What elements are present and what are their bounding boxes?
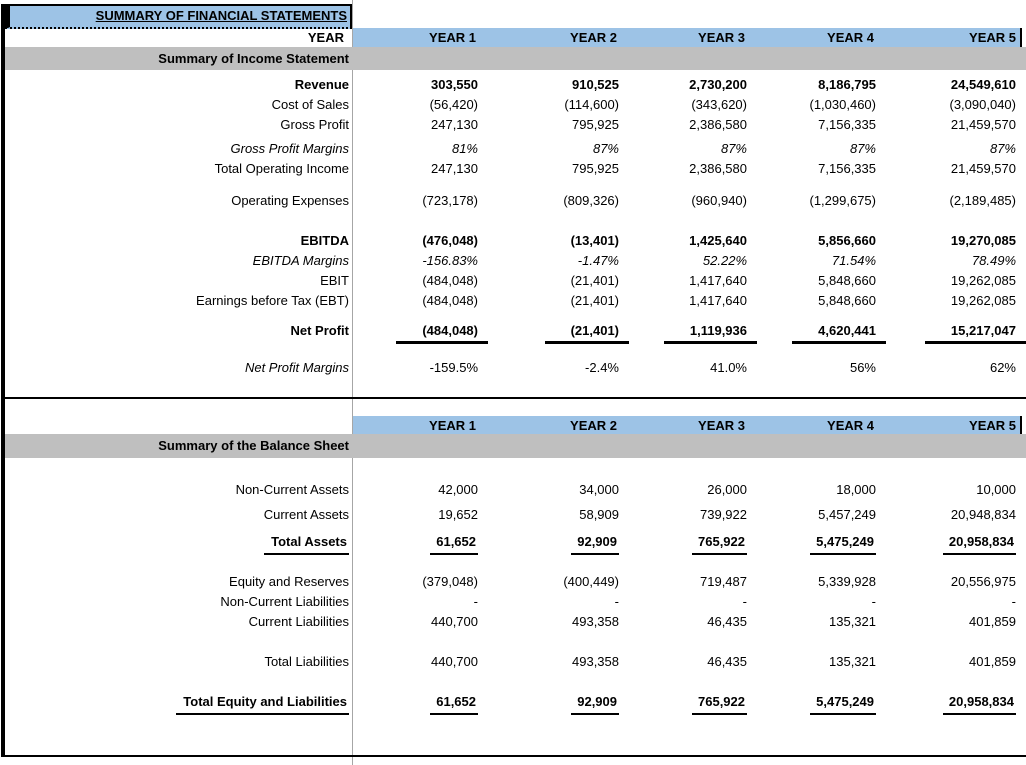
cell-value-year3[interactable]: 765,922 — [629, 692, 757, 712]
cell-value-year5[interactable]: 20,958,834 — [886, 532, 1026, 552]
cell-value-year2[interactable]: -2.4% — [585, 360, 619, 375]
cell-value-year4[interactable]: 18,000 — [836, 482, 876, 497]
cell-value-year1[interactable]: - — [473, 594, 478, 609]
row-label[interactable]: Gross Profit — [280, 117, 349, 132]
cell-value-year5[interactable]: 21,459,570 — [950, 161, 1016, 176]
cell-value-year5[interactable]: 401,859 — [969, 654, 1016, 669]
balance-sheet-rows — [5, 480, 1026, 712]
year-axis-label[interactable]: YEAR — [307, 30, 344, 45]
table-row — [5, 612, 1026, 632]
cell-value-year2[interactable]: (114,600) — [564, 97, 619, 112]
row-label[interactable]: Current Liabilities — [248, 614, 349, 629]
cell-value-year1[interactable]: (379,048) — [422, 574, 478, 589]
cell-value-year2[interactable]: 58,909 — [579, 507, 619, 522]
row-label[interactable]: Total Assets — [5, 532, 353, 552]
income-section-label[interactable]: Summary of Income Statement — [158, 51, 349, 66]
cell-value-year2[interactable]: (400,449) — [563, 574, 619, 589]
cell-value-year2[interactable]: - — [614, 594, 619, 609]
cell-value-year2[interactable]: (809,326) — [563, 193, 619, 208]
table-row — [5, 692, 1026, 712]
income-statement-rows — [5, 75, 1026, 378]
row-label[interactable]: EBIT — [320, 273, 349, 288]
cell-value-year1[interactable]: 42,000 — [438, 482, 478, 497]
cell-value-year5[interactable]: 10,000 — [976, 482, 1016, 497]
cell-value-year4[interactable]: 5,475,249 — [757, 532, 886, 552]
year-header[interactable]: YEAR 4 — [827, 30, 874, 45]
cell-value-year2[interactable]: 493,358 — [572, 654, 619, 669]
cell-value-year3[interactable]: 719,487 — [700, 574, 747, 589]
cell-value-year4[interactable]: - — [871, 594, 876, 609]
income-section-band — [5, 47, 1026, 70]
cell-value-year3[interactable]: 739,922 — [700, 507, 747, 522]
cell-value-year5[interactable]: 20,948,834 — [950, 507, 1016, 522]
cell-value-year5[interactable]: 20,958,834 — [886, 692, 1026, 712]
cell-value-year3[interactable]: 2,386,580 — [689, 161, 747, 176]
cell-value-year1[interactable]: 81% — [451, 141, 478, 156]
cell-value-year3[interactable]: 87% — [720, 141, 747, 156]
cell-value-year3[interactable]: 46,435 — [707, 654, 747, 669]
cell-value-year1[interactable]: (476,048) — [422, 233, 478, 248]
cell-value-year3[interactable]: - — [742, 594, 747, 609]
year-header-band-balance — [353, 416, 1022, 434]
cell-value-year3[interactable]: 52.22% — [702, 253, 747, 268]
year-header[interactable]: YEAR 4 — [827, 418, 874, 433]
cell-value-year2[interactable]: (21,401) — [570, 293, 619, 308]
cell-value-year4[interactable]: 56% — [849, 360, 876, 375]
cell-value-year3[interactable]: (960,940) — [691, 193, 747, 208]
cell-value-year2[interactable]: (21,401) — [488, 321, 629, 341]
cell-value-year1[interactable]: 247,130 — [431, 117, 478, 132]
cell-value-year5[interactable]: 19,262,085 — [950, 273, 1016, 288]
table-row — [5, 652, 1026, 672]
table-row — [5, 592, 1026, 612]
cell-value-year5[interactable]: 78.49% — [971, 253, 1016, 268]
section-separator-line — [1, 397, 1026, 399]
cell-value-year2[interactable]: 910,525 — [572, 77, 619, 92]
row-label[interactable]: Revenue — [294, 77, 349, 92]
cell-value-year2[interactable]: 34,000 — [579, 482, 619, 497]
cell-value-year5[interactable]: 87% — [989, 141, 1016, 156]
cell-value-year4[interactable]: 5,856,660 — [818, 233, 876, 248]
cell-value-year1[interactable]: -159.5% — [429, 360, 478, 375]
cell-value-year1[interactable]: (484,048) — [422, 273, 478, 288]
year-header[interactable]: YEAR 3 — [698, 30, 745, 45]
row-label[interactable]: Equity and Reserves — [229, 574, 349, 589]
row-label[interactable]: EBITDA Margins — [252, 253, 349, 268]
cell-value-year5[interactable]: 401,859 — [969, 614, 1016, 629]
cell-value-year1[interactable]: (484,048) — [353, 321, 488, 341]
cell-value-year1[interactable]: 440,700 — [431, 654, 478, 669]
year-header[interactable]: YEAR 3 — [698, 418, 745, 433]
cell-value-year3[interactable]: 1,417,640 — [689, 293, 747, 308]
cell-value-year2[interactable]: 795,925 — [572, 117, 619, 132]
table-row — [5, 139, 1026, 159]
cell-value-year4[interactable]: 135,321 — [829, 614, 876, 629]
cell-value-year3[interactable]: 765,922 — [629, 532, 757, 552]
table-row — [5, 480, 1026, 500]
table-row — [5, 271, 1026, 291]
balance-section-band — [5, 434, 1026, 458]
cell-value-year2[interactable]: 795,925 — [572, 161, 619, 176]
cell-value-year3[interactable]: 41.0% — [710, 360, 747, 375]
row-label[interactable]: Earnings before Tax (EBT) — [196, 293, 349, 308]
cell-value-year4[interactable]: 5,475,249 — [757, 692, 886, 712]
cell-value-year3[interactable]: 2,386,580 — [689, 117, 747, 132]
table-row — [5, 572, 1026, 592]
cell-value-year5[interactable]: - — [1011, 594, 1016, 609]
row-label[interactable]: Operating Expenses — [231, 193, 349, 208]
cell-value-year1[interactable]: 19,652 — [438, 507, 478, 522]
cell-value-year2[interactable]: (13,401) — [570, 233, 619, 248]
cell-value-year5[interactable]: 24,549,610 — [950, 77, 1016, 92]
cell-value-year5[interactable]: (2,189,485) — [949, 193, 1016, 208]
cell-value-year1[interactable]: 440,700 — [431, 614, 478, 629]
cell-value-year4[interactable]: 4,620,441 — [757, 321, 886, 341]
cell-value-year4[interactable]: 87% — [849, 141, 876, 156]
row-label[interactable]: Gross Profit Margins — [230, 141, 349, 156]
cell-value-year2[interactable]: (21,401) — [570, 273, 619, 288]
cell-value-year1[interactable]: (56,420) — [429, 97, 478, 112]
cell-value-year3[interactable]: 1,119,936 — [629, 321, 757, 341]
cell-value-year3[interactable]: (343,620) — [691, 97, 747, 112]
cell-value-year5[interactable]: 21,459,570 — [950, 117, 1016, 132]
cell-value-year4[interactable]: 5,457,249 — [818, 507, 876, 522]
cell-value-year1[interactable]: 247,130 — [431, 161, 478, 176]
cell-value-year3[interactable]: 1,417,640 — [689, 273, 747, 288]
table-row — [5, 505, 1026, 525]
cell-value-year4[interactable]: (1,299,675) — [809, 193, 876, 208]
cell-value-year2[interactable]: 493,358 — [572, 614, 619, 629]
cell-value-year3[interactable]: 2,730,200 — [689, 77, 747, 92]
table-row — [5, 321, 1026, 341]
table-row — [5, 115, 1026, 135]
sheet-title: SUMMARY OF FINANCIAL STATEMENTS — [95, 8, 347, 23]
year-header[interactable]: YEAR 5 — [969, 30, 1016, 45]
cell-value-year5[interactable]: 19,270,085 — [950, 233, 1016, 248]
table-bottom-border — [1, 755, 1026, 757]
cell-value-year2[interactable]: 92,909 — [488, 692, 629, 712]
row-label[interactable]: Net Profit — [290, 323, 349, 338]
cell-value-year4[interactable]: (1,030,460) — [809, 97, 876, 112]
cell-value-year1[interactable]: (723,178) — [422, 193, 478, 208]
cell-value-year4[interactable]: 7,156,335 — [818, 117, 876, 132]
row-label[interactable]: Total Operating Income — [214, 161, 349, 176]
cell-value-year3[interactable]: 46,435 — [707, 614, 747, 629]
table-row — [5, 532, 1026, 552]
row-label[interactable]: Cost of Sales — [271, 97, 349, 112]
cell-value-year5[interactable]: 20,556,975 — [950, 574, 1016, 589]
year-header-band-income — [353, 28, 1022, 47]
cell-value-year2[interactable]: -1.47% — [577, 253, 619, 268]
table-row — [5, 159, 1026, 179]
cell-value-year4[interactable]: 135,321 — [829, 654, 876, 669]
cell-value-year4[interactable]: 5,339,928 — [818, 574, 876, 589]
year-header[interactable]: YEAR 5 — [969, 418, 1016, 433]
cell-value-year2[interactable]: 92,909 — [488, 532, 629, 552]
cell-value-year5[interactable]: 15,217,047 — [886, 321, 1026, 341]
year-header[interactable]: YEAR 2 — [570, 30, 617, 45]
table-row — [5, 191, 1026, 211]
cell-value-year5[interactable]: 62% — [989, 360, 1016, 375]
table-row — [5, 75, 1026, 95]
row-label[interactable]: Net Profit Margins — [244, 360, 349, 375]
year-header[interactable]: YEAR 1 — [429, 418, 476, 433]
year-header[interactable]: YEAR 1 — [429, 30, 476, 45]
table-row — [5, 231, 1026, 251]
cell-value-year3[interactable]: 1,425,640 — [689, 233, 747, 248]
table-row — [5, 95, 1026, 115]
row-label[interactable]: EBITDA — [300, 233, 349, 248]
row-label[interactable]: Current Assets — [263, 507, 349, 522]
table-row — [5, 251, 1026, 271]
cell-value-year4[interactable]: 7,156,335 — [818, 161, 876, 176]
cell-value-year4[interactable]: 5,848,660 — [818, 273, 876, 288]
sheet-title-cell[interactable] — [5, 4, 352, 29]
cell-value-year2[interactable]: 87% — [592, 141, 619, 156]
row-label[interactable]: Non-Current Liabilities — [220, 594, 349, 609]
balance-section-label[interactable]: Summary of the Balance Sheet — [158, 438, 349, 453]
cell-value-year1[interactable]: -156.83% — [422, 253, 478, 268]
cell-value-year3[interactable]: 26,000 — [707, 482, 747, 497]
row-label[interactable]: Total Liabilities — [264, 654, 349, 669]
table-row — [5, 291, 1026, 311]
cell-value-year5[interactable]: 19,262,085 — [950, 293, 1016, 308]
cell-value-year5[interactable]: (3,090,040) — [949, 97, 1016, 112]
cell-value-year4[interactable]: 5,848,660 — [818, 293, 876, 308]
row-label[interactable]: Non-Current Assets — [235, 482, 349, 497]
cell-value-year4[interactable]: 8,186,795 — [818, 77, 876, 92]
cell-value-year1[interactable]: 61,652 — [353, 692, 488, 712]
cell-value-year1[interactable]: 303,550 — [431, 77, 478, 92]
row-label[interactable]: Total Equity and Liabilities — [5, 692, 353, 712]
year-header[interactable]: YEAR 2 — [570, 418, 617, 433]
cell-value-year4[interactable]: 71.54% — [831, 253, 876, 268]
cell-value-year1[interactable]: 61,652 — [353, 532, 488, 552]
cell-value-year1[interactable]: (484,048) — [422, 293, 478, 308]
table-row — [5, 358, 1026, 378]
